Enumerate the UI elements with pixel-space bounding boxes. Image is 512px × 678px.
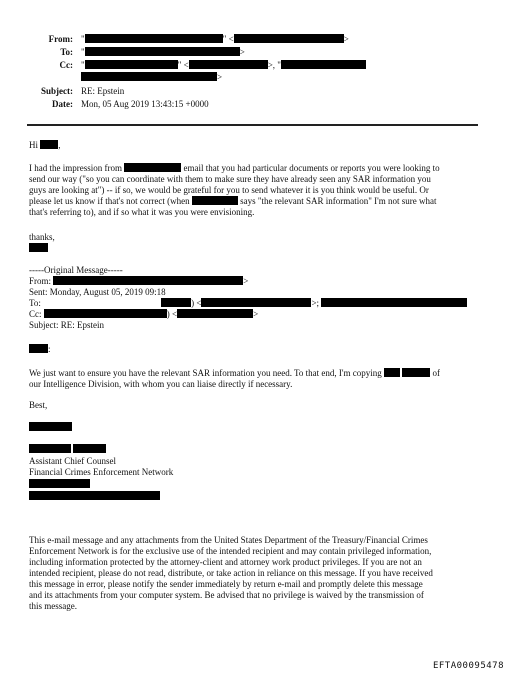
redaction — [29, 344, 48, 353]
body-paragraph-1: I had the impression from email that you had particular documents or reports you were looking to send our way ("so you can coordinate with them to make sure they have already seen any SAR information you guys are looking at") -- if so, we would be grateful for you to send whatever it is you think would be useful. Or please let us know if that's not correct (when says "the relevant SAR information" I'm not sure what that's referring to), and if so what it was you were envisioning. — [29, 163, 440, 217]
greeting: Hi , — [29, 140, 61, 150]
redaction — [161, 298, 191, 307]
cc-label: Cc: — [59, 60, 73, 70]
redaction — [281, 60, 366, 69]
redaction — [321, 298, 467, 307]
redaction — [81, 72, 217, 81]
subject-label: Subject: — [41, 86, 73, 96]
signature-title: Assistant Chief Counsel — [29, 456, 116, 466]
redaction — [29, 444, 71, 453]
redaction — [85, 47, 240, 56]
redaction — [44, 309, 167, 318]
cc-value: " " < >, " — [81, 60, 366, 71]
redaction — [177, 309, 253, 318]
redaction — [85, 34, 223, 43]
signature-org: Financial Crimes Enforcement Network — [29, 467, 174, 477]
to-label: To: — [60, 47, 73, 57]
redaction — [29, 491, 160, 500]
closing: Best, — [29, 400, 48, 410]
redaction — [192, 196, 238, 205]
redaction — [189, 60, 268, 69]
redaction — [234, 34, 344, 43]
original-body: We just want to ensure you have the relevant SAR information you need. To that end, I'm copying of our Intelligence Division, with whom you can liaise directly if necessary. — [29, 368, 441, 389]
from-value: " " < > — [81, 34, 349, 44]
original-message-header: -----Original Message----- From: > Sent: Monday, August 05, 2019 09:18 To: ) < >; Cc: ) < > Subject: RE: Epstein — [29, 265, 481, 331]
from-label: From: — [48, 34, 73, 44]
redaction — [40, 140, 58, 149]
subject-value: RE: Epstein — [81, 86, 125, 96]
redaction — [29, 243, 48, 252]
to-value: " > — [81, 47, 245, 57]
original-divider: -----Original Message----- — [29, 265, 123, 275]
date-label: Date: — [52, 99, 73, 109]
redaction — [201, 298, 311, 307]
cc-value-cont: > — [81, 72, 222, 83]
redaction — [124, 163, 181, 172]
redaction — [53, 276, 243, 285]
redaction — [402, 368, 430, 377]
signoff: thanks, — [29, 232, 55, 242]
signature-block — [29, 456, 481, 478]
header-divider — [27, 124, 478, 126]
redaction — [29, 422, 72, 431]
redaction — [73, 444, 106, 453]
redaction — [384, 368, 400, 377]
redaction — [85, 60, 178, 69]
legal-disclaimer: This e-mail message and any attachments from the United States Department of the Treasury/Financial Crimes Enforcement Network is for the exclusive use of the intended recipient and may contain privileged information, including information protected by the attorney-client and attorney work product privileges. If you are not an intended recipient, please do not read, distribute, or take action in reliance on this message. If you have received this message in error, please notify the sender immediately by return e-mail and promptly delete this message and its attachments from your computer system. Be advised that no privilege is waived by the transmission of this message. — [29, 535, 433, 611]
document-id: EFTA00095478 — [432, 661, 504, 671]
date-value: Mon, 05 Aug 2019 13:43:15 +0000 — [81, 99, 209, 109]
redaction — [29, 479, 90, 488]
